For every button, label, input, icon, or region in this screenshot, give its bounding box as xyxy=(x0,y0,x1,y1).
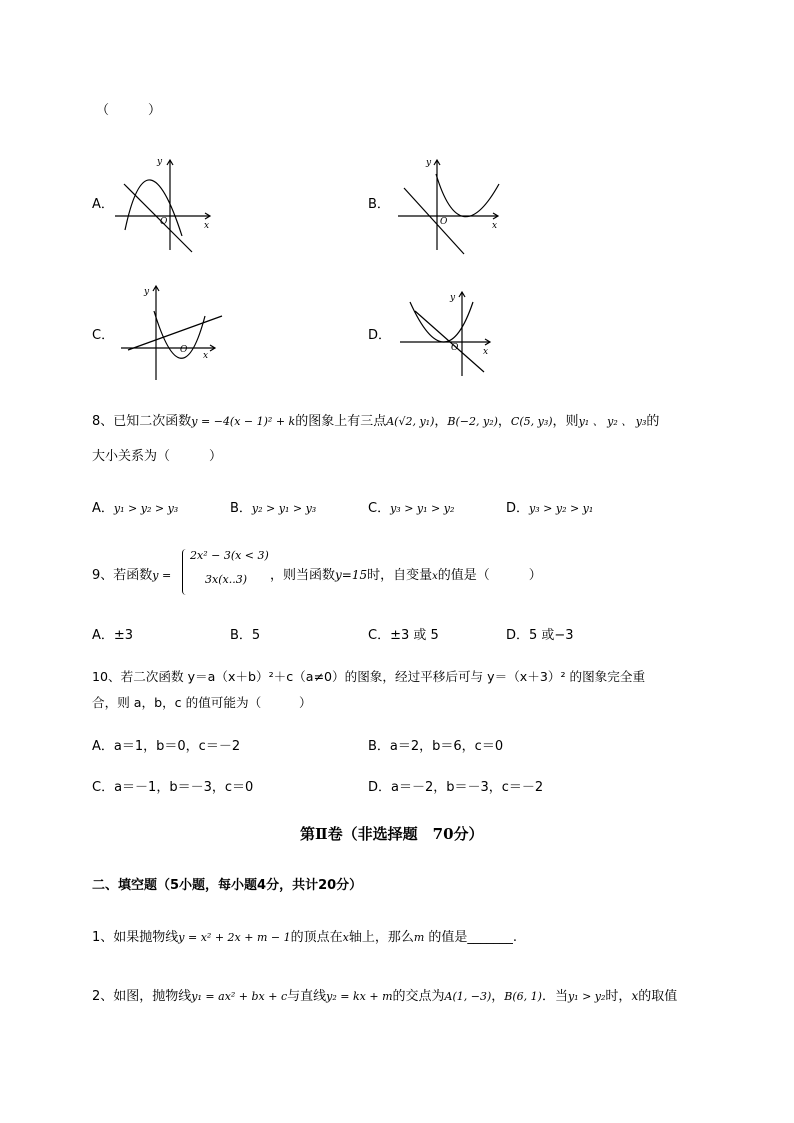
q7-graph-d xyxy=(394,282,514,392)
q8-option-a: A．y₁ > y₂ > y₃ xyxy=(92,501,179,516)
origin-label: O xyxy=(160,217,168,227)
fill1-var-m: m xyxy=(413,931,425,944)
q10-line2: 合，则 a，b，c 的值可能为（ ） xyxy=(92,695,312,710)
fill2-inequality: y₁ > y₂ xyxy=(567,990,606,1003)
fill2-point-a: A(1, −3) xyxy=(444,990,492,1003)
q7-option-d-label: D． xyxy=(368,328,392,343)
q8-point-c: C(5, y₃) xyxy=(510,415,553,428)
q8-text-c: ，则 xyxy=(552,414,579,429)
fill2-func2: y₂ = kx + m xyxy=(326,990,393,1003)
y-axis-label: y xyxy=(157,157,163,167)
q9-y-eq: y=15 xyxy=(335,568,368,582)
origin-label: O xyxy=(440,217,448,227)
fill2-sep: ， xyxy=(491,989,505,1004)
fill2-var-x: x xyxy=(631,989,639,1003)
x-axis-label: x xyxy=(203,351,209,361)
x-axis-label: x xyxy=(483,347,489,357)
q8-vars: y₁ 、 y₂ 、 y₃ xyxy=(578,415,647,428)
q10-option-a: A．a＝1，b＝0，c＝－2 xyxy=(92,739,241,754)
q9-case1: 2x² − 3(x < 3) xyxy=(190,549,269,562)
fill2-text-a: 如图，抛物线 xyxy=(113,989,192,1004)
q9-prefix xyxy=(92,564,171,583)
y-axis-label: y xyxy=(426,158,432,168)
parabola xyxy=(436,174,499,217)
fill1-function: y = x² + 2x + m − 1 xyxy=(178,931,291,944)
q7-option-b-label: B． xyxy=(368,197,390,212)
fill2-number: 2、 xyxy=(92,989,114,1004)
q8-text-b: 的图象上有三点 xyxy=(295,414,387,429)
q7-option-a-label: A． xyxy=(92,197,114,212)
fill1-text-d: 的值是_______. xyxy=(424,930,518,945)
q8-text-a: 已知二次函数 xyxy=(113,414,192,429)
section2-title: 第Ⅱ卷（非选择题 70分） xyxy=(300,825,484,843)
q9-text-c: 时，自变量 xyxy=(367,568,433,583)
q9-number: 9、 xyxy=(92,568,114,583)
q8-function: y = −4(x − 1)² + k xyxy=(191,415,296,428)
fill1-axis: x xyxy=(342,931,349,944)
fill2-text-e: 时， xyxy=(605,989,632,1004)
q9-func-lhs: y = xyxy=(152,569,172,582)
parabola xyxy=(410,302,473,342)
fill1-text-a: 如果抛物线 xyxy=(113,930,179,945)
q8-option-c: C．y₃ > y₁ > y₂ xyxy=(368,501,455,516)
q8-option-b: B．y₂ > y₁ > y₃ xyxy=(230,501,317,516)
fill2-text-d: ．当 xyxy=(541,989,568,1004)
fill2-line xyxy=(92,985,677,1004)
q10-option-c: C．a＝－1，b＝－3，c＝0 xyxy=(92,780,254,795)
q8-option-d: D．y₃ > y₂ > y₁ xyxy=(506,501,594,516)
line xyxy=(128,316,222,350)
q9-text-b: ，则当函数 xyxy=(270,568,336,583)
line xyxy=(124,184,192,252)
q8-point-b: B(−2, y₂) xyxy=(447,415,498,428)
q9-text-d: 的值是（ ） xyxy=(437,568,542,583)
q9-option-a: A．±3 xyxy=(92,628,134,643)
q7-graph-c xyxy=(114,282,234,392)
q9-var-x: x xyxy=(432,571,438,582)
q9-option-d: D．5 或−3 xyxy=(506,628,574,643)
y-axis-label: y xyxy=(450,293,456,303)
q9-case2: 3x(x..3) xyxy=(205,573,247,586)
q9-option-b: B．5 xyxy=(230,628,261,643)
fill1-number: 1、 xyxy=(92,930,114,945)
q10-option-b: B．a＝2，b＝6，c＝0 xyxy=(368,739,504,754)
q8-sep2: ， xyxy=(497,414,511,429)
q8-text-d: 的 xyxy=(646,414,660,429)
x-axis-label: x xyxy=(492,221,498,231)
parabola xyxy=(125,180,182,236)
origin-label: O xyxy=(451,343,459,353)
q9-suffix xyxy=(270,564,542,583)
q9-option-c: C．±3 或 5 xyxy=(368,628,439,643)
fill1-text-b: 的顶点在 xyxy=(290,930,343,945)
q7-graph-a xyxy=(110,150,230,260)
fill2-text-b: 与直线 xyxy=(287,989,327,1004)
fill2-text-c: 的交点为 xyxy=(392,989,445,1004)
x-axis-label: x xyxy=(204,221,210,231)
q7-option-c-label: C． xyxy=(92,328,115,343)
q8-line1 xyxy=(92,410,659,429)
q10-line1: 10、若二次函数 y＝a（x＋b）²＋c（a≠0）的图象，经过平移后可与 y＝（x＋3）² 的图象完全重 xyxy=(92,669,646,684)
q10-option-d: D．a＝－2，b＝－3，c＝－2 xyxy=(368,780,544,795)
q9-piecewise-brace xyxy=(182,549,189,595)
fill1-line xyxy=(92,926,517,945)
q7-graph-b xyxy=(392,150,512,260)
fill2-func1: y₁ = ax² + bx + c xyxy=(191,990,288,1003)
q9-text-a: 若函数 xyxy=(113,568,153,583)
fill2-text-f: 的取值 xyxy=(638,989,678,1004)
y-axis-label: y xyxy=(144,287,150,297)
q8-number: 8、 xyxy=(92,414,114,429)
origin-label: O xyxy=(180,345,188,355)
fill1-text-c: 轴上，那么 xyxy=(348,930,414,945)
q8-line2: 大小关系为（ ） xyxy=(92,449,223,464)
fill2-point-b: B(6, 1) xyxy=(504,990,542,1003)
answer-paren: （ ） xyxy=(96,103,162,118)
fill-in-heading: 二、填空题（5小题，每小题4分，共计20分） xyxy=(92,878,363,893)
line xyxy=(404,188,464,254)
q8-point-a: A(√2, y₁) xyxy=(386,415,435,428)
q8-sep1: ， xyxy=(434,414,448,429)
